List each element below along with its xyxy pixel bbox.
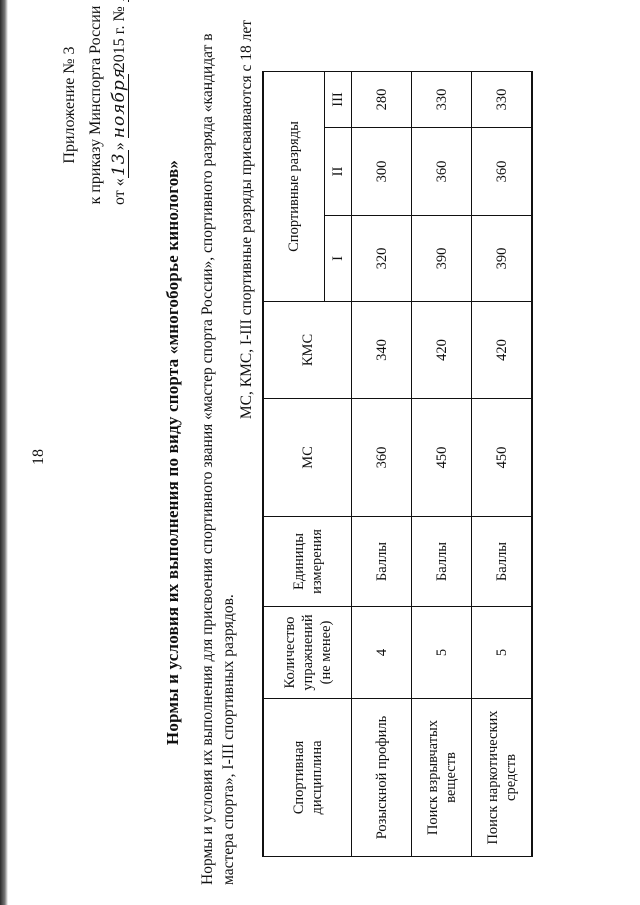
- cell-rank-3: 330: [472, 72, 533, 128]
- cell-kms: 420: [412, 302, 472, 399]
- table-row: [352, 72, 412, 857]
- cell-discipline: Поиск наркотических средств: [472, 699, 533, 857]
- cell-discipline: Поиск взрывчатых веществ: [412, 699, 472, 857]
- page-number: 18: [30, 449, 47, 465]
- header-rank-2: II: [325, 128, 352, 216]
- date-month: ноября: [109, 67, 129, 139]
- cell-rank-1: 320: [352, 216, 412, 302]
- cell-ms: 450: [412, 399, 472, 517]
- date-year: 2015 г. №: [111, 6, 128, 71]
- table-row: [472, 72, 533, 857]
- cell-units: Баллы: [412, 517, 472, 607]
- date-mid: »: [111, 142, 128, 151]
- cell-kms: 420: [472, 302, 533, 399]
- cell-count: 4: [352, 607, 412, 699]
- cell-kms: 340: [352, 302, 412, 399]
- table-row: [412, 72, 472, 857]
- header-ms: МС: [263, 399, 352, 517]
- cell-discipline: Розыскной профиль: [352, 699, 412, 857]
- cell-units: Баллы: [472, 517, 533, 607]
- annex-date-line: [108, 5, 132, 205]
- document-title: Нормы и условия их выполнения по виду спорта «многоборье кинологов»: [163, 159, 182, 746]
- cell-ms: 450: [472, 399, 533, 517]
- cell-rank-1: 390: [472, 216, 533, 302]
- header-kms: КМС: [263, 302, 352, 399]
- cell-rank-1: 390: [412, 216, 472, 302]
- cell-rank-2: 300: [352, 128, 412, 216]
- cell-count: 5: [472, 607, 533, 699]
- norms-table: [262, 71, 533, 857]
- cell-rank-2: 360: [412, 128, 472, 216]
- header-discipline: Спортивная дисциплина: [263, 699, 352, 857]
- header-rank-3: III: [325, 72, 352, 128]
- cell-count: 5: [412, 607, 472, 699]
- order-number: [110, 0, 129, 2]
- cell-rank-3: 330: [412, 72, 472, 128]
- cell-rank-3: 280: [352, 72, 412, 128]
- cell-ms: 360: [352, 399, 412, 517]
- header-units: Единицы измерения: [263, 517, 352, 607]
- intro-paragraph: Нормы и условия их выполнения для присвоения спортивного звания «мастер спорта России», спортивного разряда «кандидат в мастера спорта», I-III спортивных разрядов.: [199, 33, 237, 885]
- date-prefix: от «: [111, 178, 128, 205]
- table-caption: МС, КМС, I-III спортивные разряды присваиваются с 18 лет: [238, 20, 255, 420]
- cell-units: Баллы: [352, 517, 412, 607]
- header-rank-1: I: [325, 216, 352, 302]
- annex-title: Приложение № 3: [61, 46, 78, 164]
- header-ranks: Спортивные разряды: [263, 72, 325, 302]
- cell-rank-2: 360: [472, 128, 533, 216]
- header-count: Количество упражнений (не менее): [263, 607, 352, 699]
- annex-order-ref: к приказу Минспорта России: [87, 5, 104, 205]
- date-day: 13: [110, 150, 129, 178]
